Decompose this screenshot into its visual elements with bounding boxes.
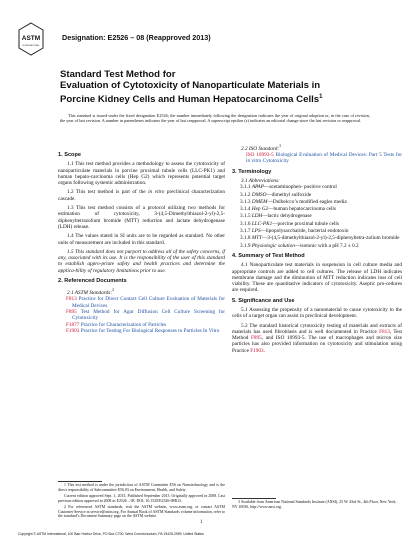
reference-title: Practice for Direct Contact Cell Culture Evaluation of Materials for Medical Devices bbox=[72, 296, 225, 309]
section-summary-heading: 4. Summary of Test Method bbox=[232, 252, 305, 259]
reference-code: F1877 bbox=[66, 321, 80, 328]
significance-5-2: 5.2 The standard historical cytotoxicity testing of materials and extracts of materials has used fibroblasts and is well documented in Practice F813, Test Method F895, and ISO 10993-5. The use of macrophages and micron size particles has also provided information on cytotoxicity and stimulation using Practice F1903. bbox=[232, 322, 403, 354]
section-refs-heading: 2. Referenced Documents bbox=[58, 278, 127, 285]
svg-text:ASTM: ASTM bbox=[21, 35, 41, 42]
astm-logo bbox=[18, 22, 44, 56]
svg-text:INTERNATIONAL: INTERNATIONAL bbox=[22, 45, 40, 47]
footnotes-left bbox=[58, 483, 225, 520]
section-scope-heading: 1. Scope bbox=[58, 152, 82, 158]
reference-title: Practice for Characterization of Particles bbox=[79, 321, 167, 328]
astm-standards-list bbox=[58, 296, 225, 334]
reference-code: F1903 bbox=[66, 327, 80, 334]
abbreviations-list bbox=[232, 184, 402, 249]
astm-standards-intro: 2.1 ASTM Standards:$^2$ bbox=[67, 288, 114, 297]
summary-4-1: 4.1 Nanoparticulate test materials in suspension in cell culture media and appropriate controls are added to cell cultures. The release of LDH indicates membrane damage and the diminution of MTT reduction indicates loss of cell viability. These are quantitative indicators of cytotoxicity. Aseptic pro-cedures are required. bbox=[232, 262, 402, 294]
abbreviations-intro: 3.1 Abbreviations: bbox=[241, 177, 280, 184]
abbreviation-item: 3.1.2 DMSO—dimethyl sulfoxide bbox=[240, 191, 312, 198]
footnote-divider bbox=[58, 481, 102, 482]
reference-title: Practice for Testing For Biological Responses to Particles In Vitro bbox=[79, 327, 220, 334]
section-terminology-heading: 3. Terminology bbox=[232, 168, 272, 175]
copyright-footer: Copyright © ASTM International, 100 Barr Harbor Drive, PO Box C700, West Conshohocken, PA 19428-2959. United States bbox=[18, 532, 204, 536]
abbreviation-item: 3.1.8 MTT—3-(4,5-dimethylthiazol-2-yl)-2,5-diphenyltetra-zolium bromide bbox=[240, 235, 400, 242]
abbreviation-item: 3.1.7 LPS—lipopolysaccharide, bacterial endotoxin bbox=[240, 228, 349, 235]
abbreviation-item: 3.1.4 Hep G2—human hepatocarcinoma cells bbox=[240, 206, 336, 213]
abbreviation-item: 3.1.9 Physiologic solution—isotonic with a pH 7.2 ± 0.2 bbox=[240, 242, 359, 249]
footnote-1: 1 This test method is under the jurisdiction of ASTM Committee E56 on Nanotechnology and is the direct responsibility of Subcommittee E56.03 on Environment, Health, and Safety. bbox=[58, 483, 225, 492]
abbreviation-item: 3.1.6 LLC-PK1—porcine proximal tubule cells bbox=[240, 220, 339, 227]
reference-code: F895 bbox=[66, 308, 77, 315]
significance-5-1: 5.1 Assessing the propensity of a nanomaterial to cause cytotoxicity to the cells of a target organ can assist in preclinical development. bbox=[232, 306, 402, 320]
ref-f895-link[interactable]: F895 bbox=[250, 335, 262, 342]
footnote-1-edition: Current edition approved Sept. 1, 2013. Published September 2013. Originally approved in 2008. Last previous edition approved in 2008 as E2526 – 08. DOI: 10.1520/E2526-08R13. bbox=[58, 493, 225, 503]
title-line-2: Evaluation of Cytotoxicity of Nanoparticulate Materials in bbox=[60, 80, 321, 92]
abbreviation-item: 3.1.5 LDH—lactic dehydrogenase bbox=[240, 213, 312, 220]
section-significance-heading: 5. Significance and Use bbox=[232, 297, 295, 304]
scope-1-1: 1.1 This test method provides a methodology to assess the cytotoxicity of nanoparticulate materials in porcine proximal tubule cells (LLC-PK1) and human hepato-carcinoma cells (Hep G2) which represents potential target organs following systemic administration. bbox=[58, 161, 225, 187]
document-title bbox=[60, 69, 360, 105]
footnote-3: 3 Available from American National Standards Institute (ANSI), 25 W. 43rd St., 4th Floor, New York, NY 10036, http://www.ansi.org. bbox=[232, 500, 397, 509]
footnote-divider-right bbox=[232, 498, 276, 499]
ref-f813-link[interactable]: F813 bbox=[379, 328, 390, 335]
scope-1-4: 1.4 The values stated in SI units are to be regarded as standard. No other units of measurement are included in this standard. bbox=[58, 233, 225, 246]
astm-reference-f1903[interactable] bbox=[58, 328, 225, 334]
abbreviation-item: 3.1.3 DMEM—Dulbelcco’s modified eagles media bbox=[240, 198, 347, 205]
iso-standard-intro: 2.2 ISO Standard:$^3$ bbox=[241, 144, 281, 152]
iso-10993-5-reference[interactable]: ISO 10993-5 Biological Evaluation of Medical Devices: Part 5 Tests for in vitro Cytotoxicity bbox=[246, 152, 402, 165]
page-number: 1 bbox=[200, 520, 203, 525]
scope-1-5: 1.5 This standard does not purport to address all of the safety concerns, if any, associated with its use. It is the responsibility of the user of this standard to establish appro-priate safety and health practices and determine the applica-bility of regulatory limitations prior to use. bbox=[58, 248, 225, 274]
abbreviation-item: 3.1.1 APAP—acetaminophen- positive control bbox=[240, 184, 337, 191]
left-column bbox=[58, 148, 225, 334]
ref-f1903-link[interactable]: F1903 bbox=[250, 347, 264, 354]
standard-notice: This standard is issued under the fixed designation E2526; the number immediately following the designation indicates the year of original adoption or, in the case of revision, the year of last revision. A number in parentheses indicates the year of last reapproval. A superscript epsilon (ε) indicates an editorial change since the last revision or reapproval. bbox=[60, 113, 370, 124]
reference-title: Test Method for Agar Diffusion Cell Culture Screening for Cytotoxicity bbox=[72, 308, 225, 322]
scope-1-2: 1.2 This test method is part of the in vitro preclinical characterization cascade. bbox=[58, 189, 225, 202]
reference-code: F813 bbox=[66, 296, 77, 303]
scope-1-3: 1.3 This test method consists of a protocol utilizing two methods for estimation of cytotoxicity, 3-(4,5-Dimethylthiazol-2-yl)-2,5-diphenyltetrazolium bromide (MTT) reduction and lactate dehydrogenase (LDH) release. bbox=[58, 205, 225, 230]
astm-reference-f895[interactable] bbox=[58, 309, 225, 322]
designation: Designation: E2526 – 08 (Reapproved 2013) bbox=[62, 33, 211, 42]
right-column bbox=[232, 143, 402, 357]
title-footnote-ref: 1 bbox=[319, 93, 323, 100]
title-line-1: Standard Test Method for bbox=[60, 69, 176, 80]
title-line-3: Porcine Kidney Cells and Human Hepatocarcinoma Cells$^1$ bbox=[60, 93, 323, 105]
astm-reference-f813[interactable] bbox=[58, 296, 225, 309]
footnote-2: 2 For referenced ASTM standards, visit the ASTM website, www.astm.org, or contact ASTM Customer Service at service@astm.org. For Annual Book of ASTM Standards volume information, refer to the standard’s Document Summary page on the ASTM website. bbox=[58, 504, 225, 519]
